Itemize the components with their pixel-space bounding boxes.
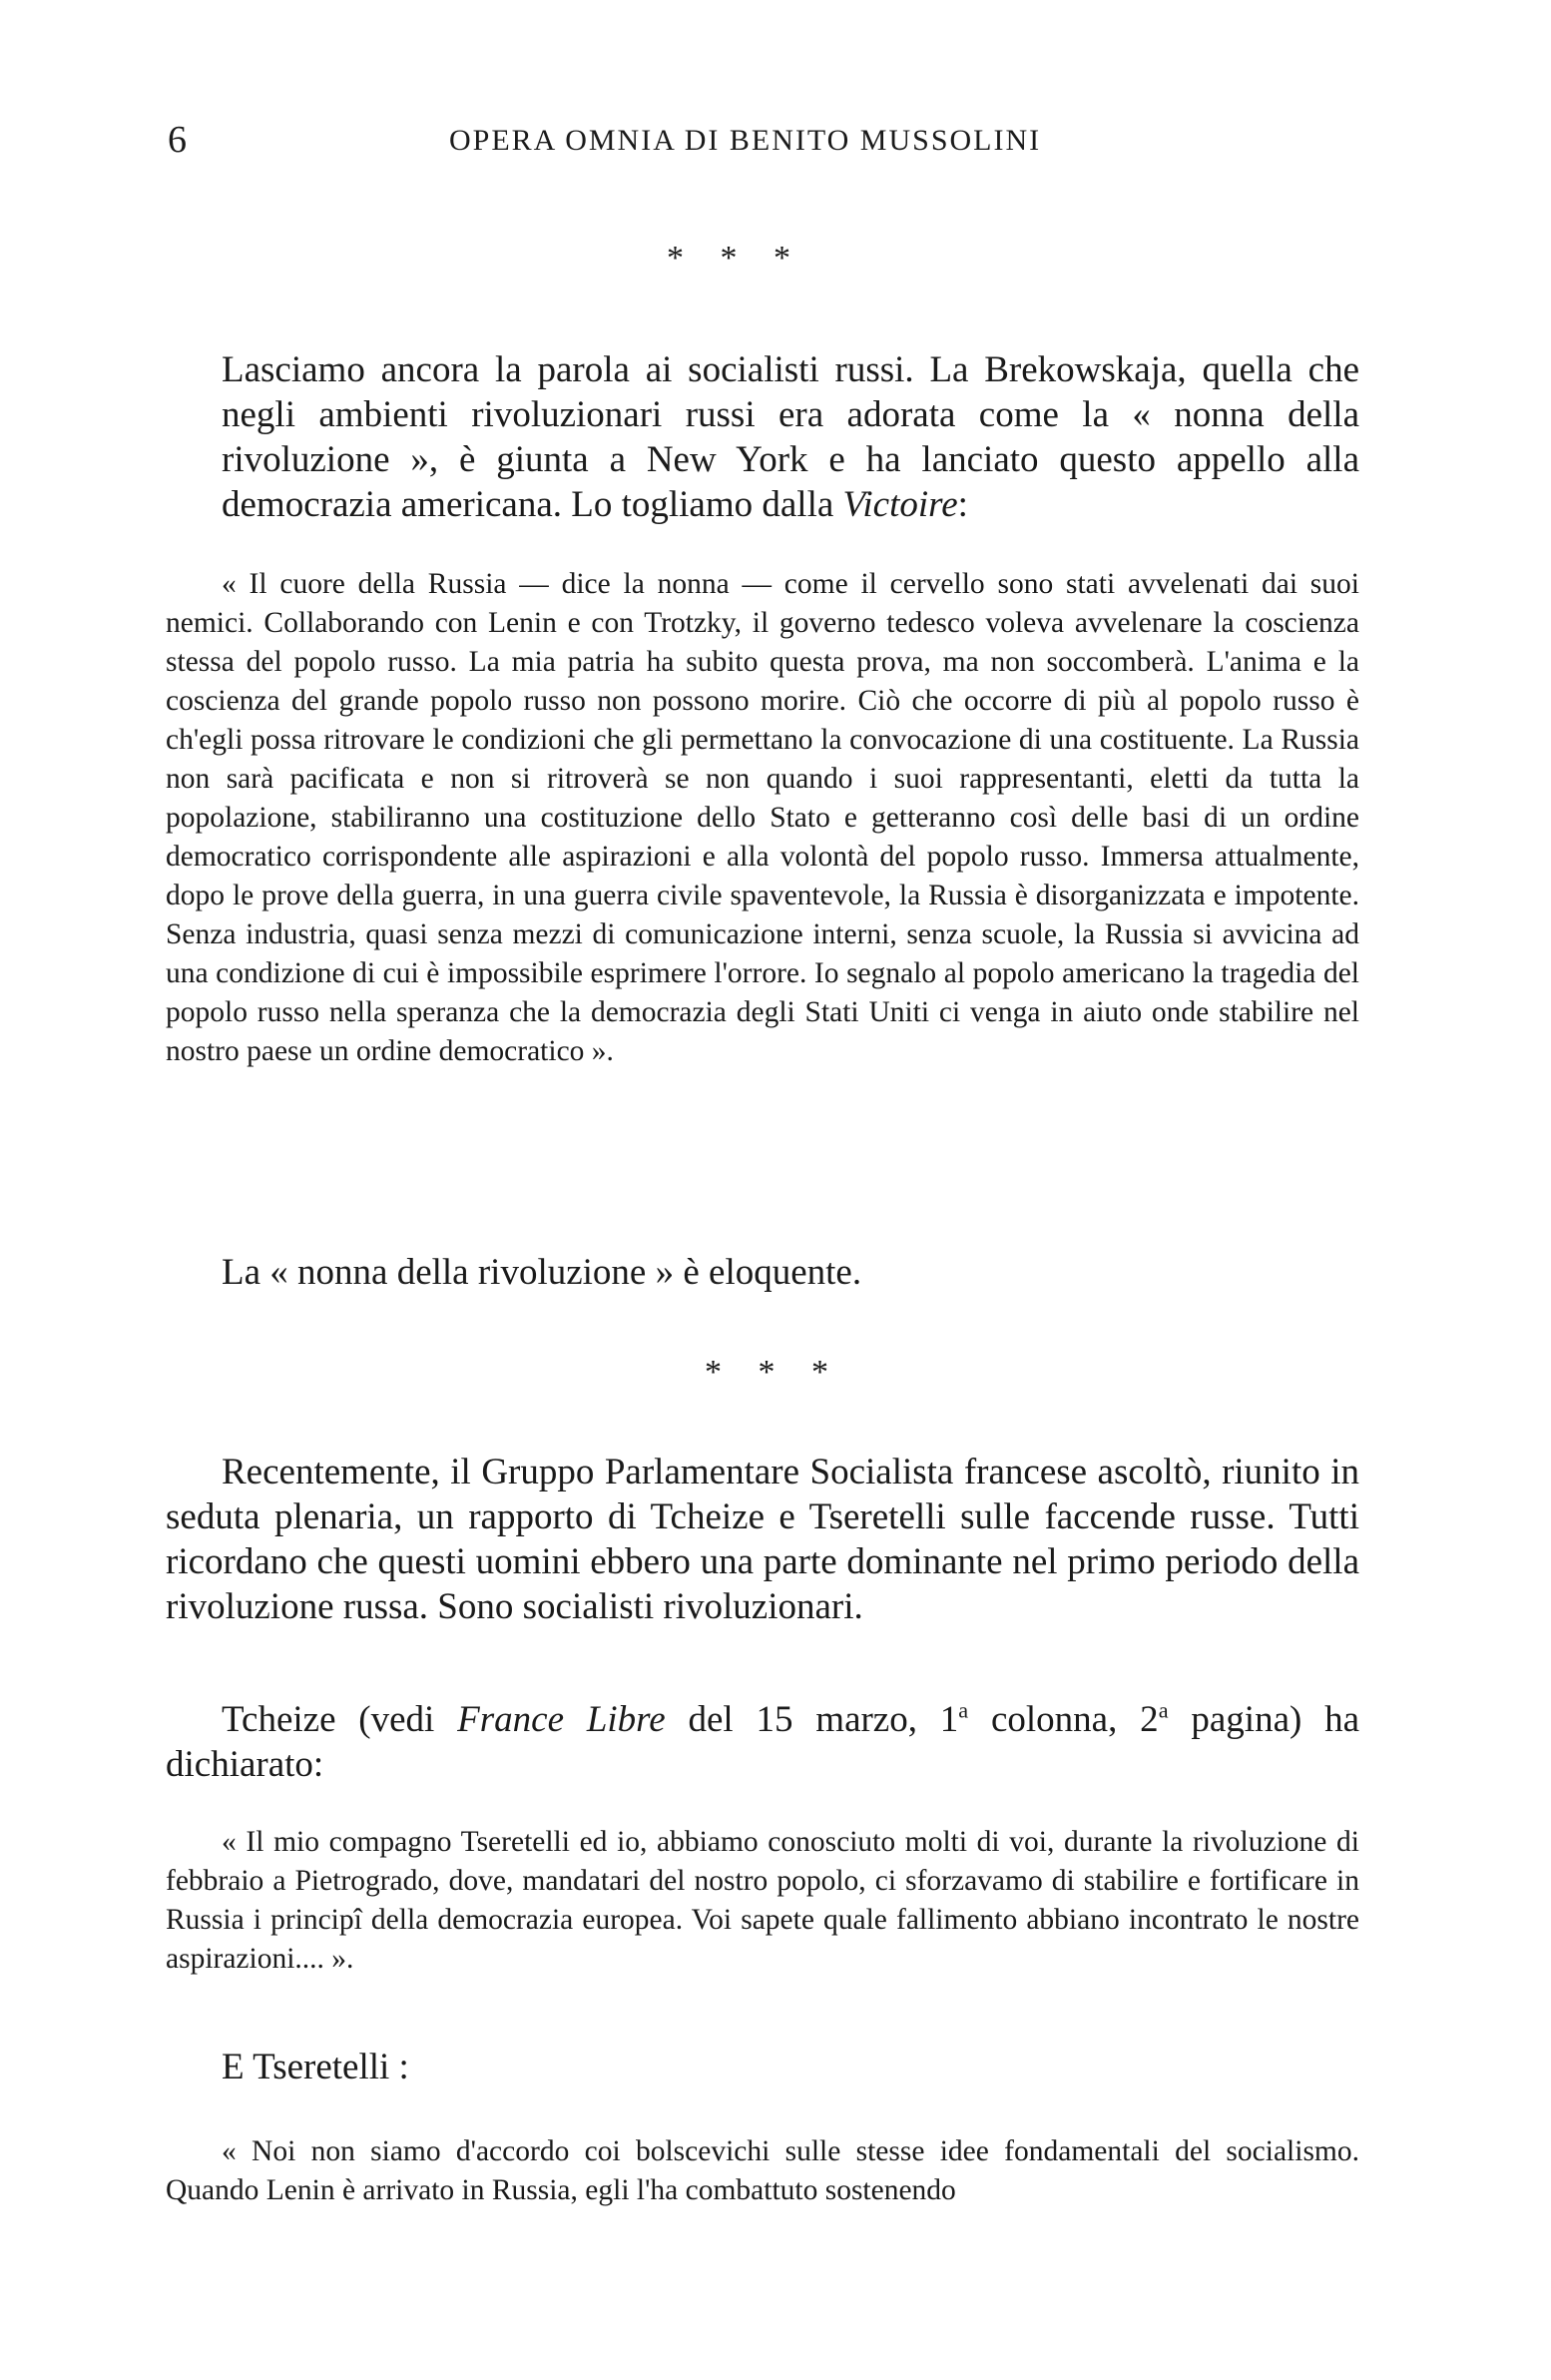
- paragraph-tcheize-mid2: colonna, 2: [990, 1699, 1159, 1740]
- ordinal-marker: a: [958, 1697, 969, 1723]
- paragraph-tseretelli: E Tseretelli :: [222, 2047, 409, 2087]
- source-title-france-libre: France Libre: [457, 1699, 666, 1740]
- paragraph-tcheize-mid: del 15 marzo, 1: [688, 1699, 959, 1740]
- paragraph-tcheize: [166, 1697, 1359, 1787]
- paragraph-tcheize-end: pagina) ha dichiarato:: [166, 1699, 1360, 1785]
- source-title-victoire: Victoire: [842, 484, 958, 525]
- paragraph-intro: [222, 347, 1359, 527]
- paragraph-intro-text: Lasciamo ancora la parola ai socialisti russi. La Brekowskaja, quella che negli ambienti rivoluzionari russi era adorata come la « nonna della rivoluzione », è giunta a New York e ha lanciato questo appello alla democrazia americana. Lo togliamo dalla: [222, 349, 1359, 525]
- paragraph-intro-end: :: [957, 484, 968, 525]
- paragraph-tcheize-start: Tcheize (vedi: [222, 1699, 435, 1740]
- quotation-brekowskaja: « Il cuore della Russia — dice la nonna — come il cervello sono stati avvelenati dai suoi nemici. Collaborando con Lenin e con Trotzky, il governo tedesco voleva avvelenare la coscienza stessa del popolo russo. La mia patria ha subito questa prova, ma non soccomberà. L'anima e la coscienza del grande popolo russo non possono morire. Ciò che occorre di più al popolo russo è ch'egli possa ritrovare le condizioni che gli permettano la convocazione di una costituente. La Russia non sarà pacificata e non si ritroverà se non quando i suoi rappresentanti, eletti da tutta la popolazione, stabiliranno una costituzione dello Stato e getteranno così delle basi di un ordine democratico corrispondente alle aspirazioni e alla volontà del popolo russo. Immersa attualmente, dopo le prove della guerra, in una guerra civile spaventevole, la Russia è disorganizzata e impotente. Senza industria, quasi senza mezzi di comunicazione interni, senza scuole, la Russia si avvicina ad una condizione di cui è impossibile esprimere l'orrore. Io segnalo al popolo americano la tragedia del popolo russo nella speranza che la democrazia degli Stati Uniti ci venga in aiuto onde stabilire nel nostro paese un ordine democratico ».: [166, 568, 1359, 1067]
- section-separator: * * *: [705, 1354, 842, 1391]
- section-separator: * * *: [667, 240, 804, 277]
- quotation-tcheize: « Il mio compagno Tseretelli ed io, abbiamo conosciuto molti di voi, durante la rivoluzione di febbraio a Pietrogrado, dove, mandatari del nostro popolo, ci sforzavamo di stabilire e fortificare in Russia i principî della democrazia europea. Voi sapete quale fallimento abbiano incontrato le nostre aspirazioni.... ».: [166, 1826, 1359, 1975]
- quotation-tseretelli: « Noi non siamo d'accordo coi bolscevichi sulle stesse idee fondamentali del socialismo. Quando Lenin è arrivato in Russia, egli l'ha combattuto sostenendo: [166, 2135, 1359, 2206]
- paragraph-eloquente: La « nonna della rivoluzione » è eloquente.: [222, 1252, 862, 1293]
- paragraph-gruppo-parlamentare: Recentemente, il Gruppo Parlamentare Socialista francese ascoltò, riunito in seduta plenaria, un rapporto di Tcheize e Tseretelli sulle faccende russe. Tutti ricordano che questi uomini ebbero una parte dominante nel primo periodo della rivoluzione russa. Sono socialisti rivoluzionari.: [166, 1452, 1359, 1627]
- ordinal-marker: a: [1158, 1697, 1169, 1723]
- page-number: 6: [168, 119, 187, 161]
- running-title: OPERA OMNIA DI BENITO MUSSOLINI: [449, 124, 1042, 157]
